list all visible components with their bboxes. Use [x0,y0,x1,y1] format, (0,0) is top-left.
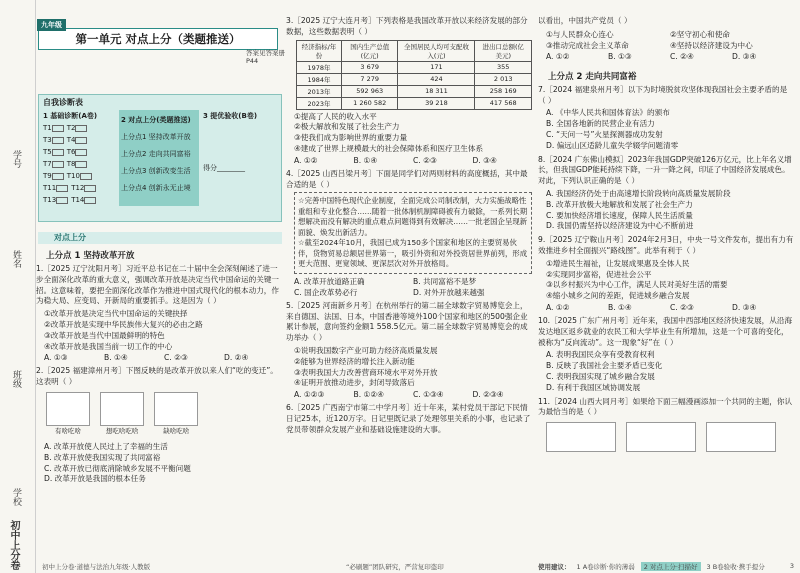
q9-choice-b[interactable]: B. ①④ [608,302,632,312]
q6-choice-a[interactable]: A. ①② [546,51,570,61]
binding-gutter [0,0,36,573]
q4-choice-d[interactable]: D. 对外开放越来越强 [413,287,485,297]
question-8: 8.［2024 广东佛山模拟］2023年我国GDP突破126万亿元，比上年名义增长，但我国GDP能耗持续下降，一升一降之间，印证了中国经济发展成色。对此，下列认识正确的是（ ） [538,154,792,186]
picture-3 [154,392,198,435]
name-label: 姓名 [11,250,21,268]
q10-option-d[interactable]: D. 有利于我国区域协调发展 [546,382,641,392]
q3-choice-d[interactable]: D. ③④ [472,155,497,165]
table-cell: 18 311 [398,85,475,97]
diag-row-1: 上分点1 坚持改革开放 [121,133,191,141]
diag-row-4: 上分点4 创新永无止境 [121,184,191,192]
q5-choice-c[interactable]: C. ①③④ [413,390,444,400]
table-cell: 7 279 [341,73,398,85]
q5-option-4: ④证明开放推动进步，封闭导致落后 [294,378,415,388]
step3-block [203,110,277,206]
q5-choice-a[interactable]: A. ①②③ [294,390,325,400]
q3-choice-c[interactable]: C. ②③ [413,155,437,165]
q9-option-1: ①增进民生福祉，让发展成果惠及全体人民 [546,258,690,268]
table-cell: 171 [398,61,475,73]
q3-option-1: ①提高了人民的收入水平 [294,111,377,121]
q4-choice-a[interactable]: A. 改革开放道路正确 [294,276,365,286]
question-2: 2.［2025 福建漳州月考］下图反映的是改革开放以来人们“吃的变迁”。这表明（ ） [36,366,278,387]
answer-note: 答案见答案册 P44 [246,49,285,65]
q7-option-d[interactable]: D. 偏远山区适龄儿童失学辍学问题清零 [546,140,679,150]
q10-option-b[interactable]: B. 反映了我国社会主要矛盾已变化 [546,361,663,371]
diagnosis-title: 自我诊断表 [43,98,83,107]
material-box: ☆完善中国特色现代企业制度，全面完成公司制改制，大力实施战略性重组和专业化整合……随着一批体制机制障碍被有力破除，一系列长期想解决而没有解决的重点难点问题得到有效解决……一批老国企呈现新面貌、焕发出新活力。 ☆截至2024年10月，我国已成为150多个国家和地区的主要贸易伙伴，货物贸易总额居世界第一，吸引外资和对外投资居世界前列，形成更大范围、更宽领域、更深层次对外开放格局。 [294,192,532,274]
q9-option-4: ④缩小城乡之间的差距，促进城乡融合发展 [546,291,690,301]
table-cell: 1978年 [297,61,342,73]
q1-choice-c[interactable]: C. ②③ [164,353,188,363]
question-1: 1.［2025 辽宁沈阳月考］习近平总书记在二十届中全会深刻阐述了进一步全面深化改革的重大意义，强调改革开放是决定当代中国命运的关键一招。这意味着，要把全面深化改革作为推进中国式现代化的根本动力，作为稳大局、应变局、开新局的重要抓手。这是因为（ ） [36,264,279,306]
table-row [297,85,532,97]
q5-option-3: ③表明我国大力改善营商环境水平对外开放 [294,367,438,377]
table-header: 进出口总额(亿美元) [475,40,532,61]
diag-row-2: 上分点2 走向共同富裕 [121,150,191,158]
q7-option-c[interactable]: C. “天问一号”火星探测器成功发射 [546,129,663,139]
q1-choice-b[interactable]: B. ①④ [104,353,128,363]
table-header: 经济指标/年份 [297,40,342,61]
question-7: 7.［2024 福建泉州月考］以下为时境脱贫攻坚体现我国社会主要矛盾的是（ ） [538,84,788,105]
comic-2 [626,422,696,452]
q1-choice-d[interactable]: D. ②④ [224,353,249,363]
question-5: 5.［2025 河南新乡月考］在杭州举行的第二届全球数字贸易博览会上，来自德国、法国、日本，中国香港等境外100个国家和地区的500强企业累计参展，意向签约金额1 558.5亿元。第二届全球数字贸易博览会的成功举办（ ） [286,300,528,343]
picture-1-caption: 有啥吃啥 [55,426,81,435]
q5-option-1: ①说明我国数字产业可助力经济高质量发展 [294,346,438,356]
sub-point-1: 上分点 1 坚持改革开放 [46,251,135,261]
comic-1 [546,422,616,452]
q6-choice-c[interactable]: C. ②④ [670,51,694,61]
q6-choice-d[interactable]: D. ③④ [732,51,757,61]
q6-option-3: ③推动完成社会主义革命 [546,40,629,50]
table-cell: 1 260 582 [341,97,398,109]
table-cell: 355 [475,61,532,73]
q6-option-4: ④坚持以经济建设为中心 [670,40,753,50]
table-cell: 592 963 [341,85,398,97]
q4-choices [286,276,532,298]
middle-footer: “必刷题”团队研究，严营复印盗印 [346,563,444,571]
table-cell: 258 169 [475,85,532,97]
q6-option-2: ②坚守初心和使命 [670,29,730,39]
q3-choices [286,155,532,166]
q9-option-2: ②实现同步富裕，促进社会公平 [546,269,652,279]
q8-option-d[interactable]: D. 我国仍需坚持以经济建设为中心不断前进 [546,221,694,231]
class-label: 班级 [11,370,21,388]
unit-title-bar [38,21,278,50]
q3-option-4: ④建成了世界上规模最大的社会保障体系和医疗卫生体系 [294,143,484,153]
q9-choice-d[interactable]: D. ③④ [732,302,757,312]
q5-choices [286,389,532,400]
middle-questions [286,16,532,438]
table-cell: 417 568 [475,97,532,109]
left-column [36,0,286,573]
q8-option-a[interactable]: A. 我国经济仍处于由高速增长阶段转向高质量发展阶段 [546,188,731,198]
left-footer: 初中上分卷·道德与法治九年级·人教版 [42,563,151,571]
q2-pictures [36,390,284,442]
data-table [296,40,532,110]
q9-choice-a[interactable]: A. ①② [546,302,570,312]
q1-option-4: ④改革开放是我国当前一切工作的中心 [44,341,173,351]
school-label: 学校 [11,488,21,506]
step2-block [119,110,199,206]
q2-option-a[interactable]: A. 改革开放使人民过上了幸福的生活 [44,441,168,451]
q11-comics [538,420,794,456]
q8-option-b[interactable]: B. 改革开放极大地解放和发展了社会生产力 [546,199,693,209]
table-header-row [297,40,532,61]
q5-option-2: ②能够为世界经济的增长注入新动能 [294,356,415,366]
table-header: 全国居民人均可支配收入(元) [398,40,475,61]
checkbox-grid: T1 T2 T3 T4 T5 T6 T7 T8 T9 T10 T11 T12 T13 T14 [43,122,115,206]
question-10: 10.［2025 广东广州月考］近年来，我国中西部地区经济快速发展，从沿海发达地区返乡就业的农民工和大学毕业生有所增加，这是一个可喜的变化，被称为“反向流动”。这一现象“好”在（ ） [538,315,793,347]
usage-step-3: 3 B卷验收·携手提分 [706,563,765,571]
middle-column [286,0,534,573]
q1-choices [36,352,284,363]
q6-options [538,29,794,51]
comic-3 [706,422,776,452]
q2-option-b[interactable]: B. 改革开放使我国实现了共同富裕 [44,452,161,462]
table-header: 国内生产总值(亿元) [341,40,398,61]
table-row [297,73,532,85]
q7-option-b[interactable]: B. 全国各地新的民营企业有活力 [546,119,655,129]
page-number: 3 [789,562,794,570]
student-id-label: 学号 [11,150,21,168]
q3-choice-a[interactable]: A. ①② [294,155,318,165]
table-cell: 2 013 [475,73,532,85]
table-cell: 3 679 [341,61,398,73]
table-row [297,61,532,73]
q10-option-c[interactable]: C. 表明我国实现了城乡融合发展 [546,371,655,381]
table-row [297,97,532,109]
table-cell: 39 218 [398,97,475,109]
picture-3-caption: 缺啥吃啥 [163,426,190,435]
table-cell: 1984年 [297,73,342,85]
question-6-tail: 以看出，中国共产党员（ ） [538,16,632,25]
q6-option-1: ①与人民群众心连心 [546,29,614,39]
q7-option-a[interactable]: A. 《中华人民共和国体育法》的颁布 [546,108,670,118]
question-11: 11.［2024 山西大同月考］如果给下面三幅漫画添加一个共同的主题，你认为最恰当的是（ ） [538,396,793,417]
q9-choice-c[interactable]: C. ②③ [670,302,694,312]
q10-option-a[interactable]: A. 表明我国民众享有受教育权利 [546,350,655,360]
q5-choice-b[interactable]: B. ①②④ [353,390,384,400]
q9-choices [538,302,794,313]
q6-choices [538,51,794,62]
usage-step-2: 2 对点上分·扫描好 [641,562,701,571]
q3-choice-b[interactable]: B. ①④ [353,155,378,165]
picture-2 [100,392,144,435]
section-header: 对点上分 [38,232,282,244]
q2-option-d[interactable]: D. 改革开放是我国的根本任务 [44,474,146,484]
unit-title: 第一单元 对点上分（类题推送） [75,32,241,46]
question-9: 9.［2025 辽宁鞍山月考］2024年2月3日，中央一号文件发布，提出有力有效推进乡村全面振兴“路线图”。此举有利于（ ） [538,235,794,255]
question-6: 6.［2025 广西南宁市第二中学月考］近十年来，某村党员干部记下民情日记25本，近120万字。日记里既记录了处理邻里关系的小事，也记录了党员带领群众发展产业和基础设施建设的大事。 [286,403,531,434]
left-questions [36,246,284,485]
table-cell: 424 [398,73,475,85]
question-3: 3.［2025 辽宁大连月考］下列表格是我国改革开放以来经济发展的部分数据，这些数据表明（ ） [286,16,528,36]
q1-option-2: ②改革开放是实现中华民族伟大复兴的必由之路 [44,319,203,329]
picture-2-caption: 想吃啥吃啥 [105,426,139,435]
step2-label: 2 对点上分(类题推送) [121,116,191,124]
q2-option-c[interactable]: C. 改革开放已彻底消除城乡发展不平衡问题 [44,463,191,473]
q3-option-3: ③使我们成为影响世界的重要力量 [294,133,408,143]
q1-choice-a[interactable]: A. ①③ [44,353,68,363]
grade-tag: 九年级 [37,19,66,31]
step3-label: 3 提优验收(B卷) [203,112,258,120]
sub-point-2: 上分点 2 走向共同富裕 [548,71,637,82]
brand-label: 初中上分卷 [8,520,19,570]
table-cell: 2013年 [297,85,342,97]
score-label: 得分 [203,164,217,172]
right-footer [538,562,794,571]
right-questions [538,16,794,456]
picture-1 [46,392,90,435]
q5-choice-d[interactable]: D. ②③④ [472,390,504,400]
q3-option-2: ②极大解放和发展了社会生产力 [294,122,400,132]
right-column [538,0,798,573]
q6-choice-b[interactable]: B. ①③ [608,51,632,61]
score-field: 得分________ [203,164,245,172]
step1-block [43,110,115,206]
usage-step-1: 1 A卷诊断·你的薄弱 [576,563,635,571]
q4-choice-c[interactable]: C. 国企改革势必行 [294,287,358,297]
question-4: 4.［2025 山西吕梁月考］下面是同学们对两则材料的高度概括，其中最合适的是（ ） [286,168,528,189]
q4-choice-b[interactable]: B. 共同富裕不是梦 [413,276,477,286]
q8-option-c[interactable]: C. 要加快经济增长速度，保障人民生活质量 [546,210,693,220]
q1-option-1: ①改革开放是决定当代中国命运的关键抉择 [44,309,188,319]
usage-label: 使用建议： [538,563,571,571]
step1-label: 1 基础诊断(A卷) [43,112,98,120]
q9-option-3: ③以乡村振兴为中心工作，满足人民对美好生活的需要 [546,280,728,290]
self-diagnosis-table [38,94,282,222]
table-cell: 2023年 [297,97,342,109]
q1-option-3: ③改革开放是当代中国最鲜明的特色 [44,330,165,340]
diag-row-3: 上分点3 创新改变生活 [121,167,191,175]
